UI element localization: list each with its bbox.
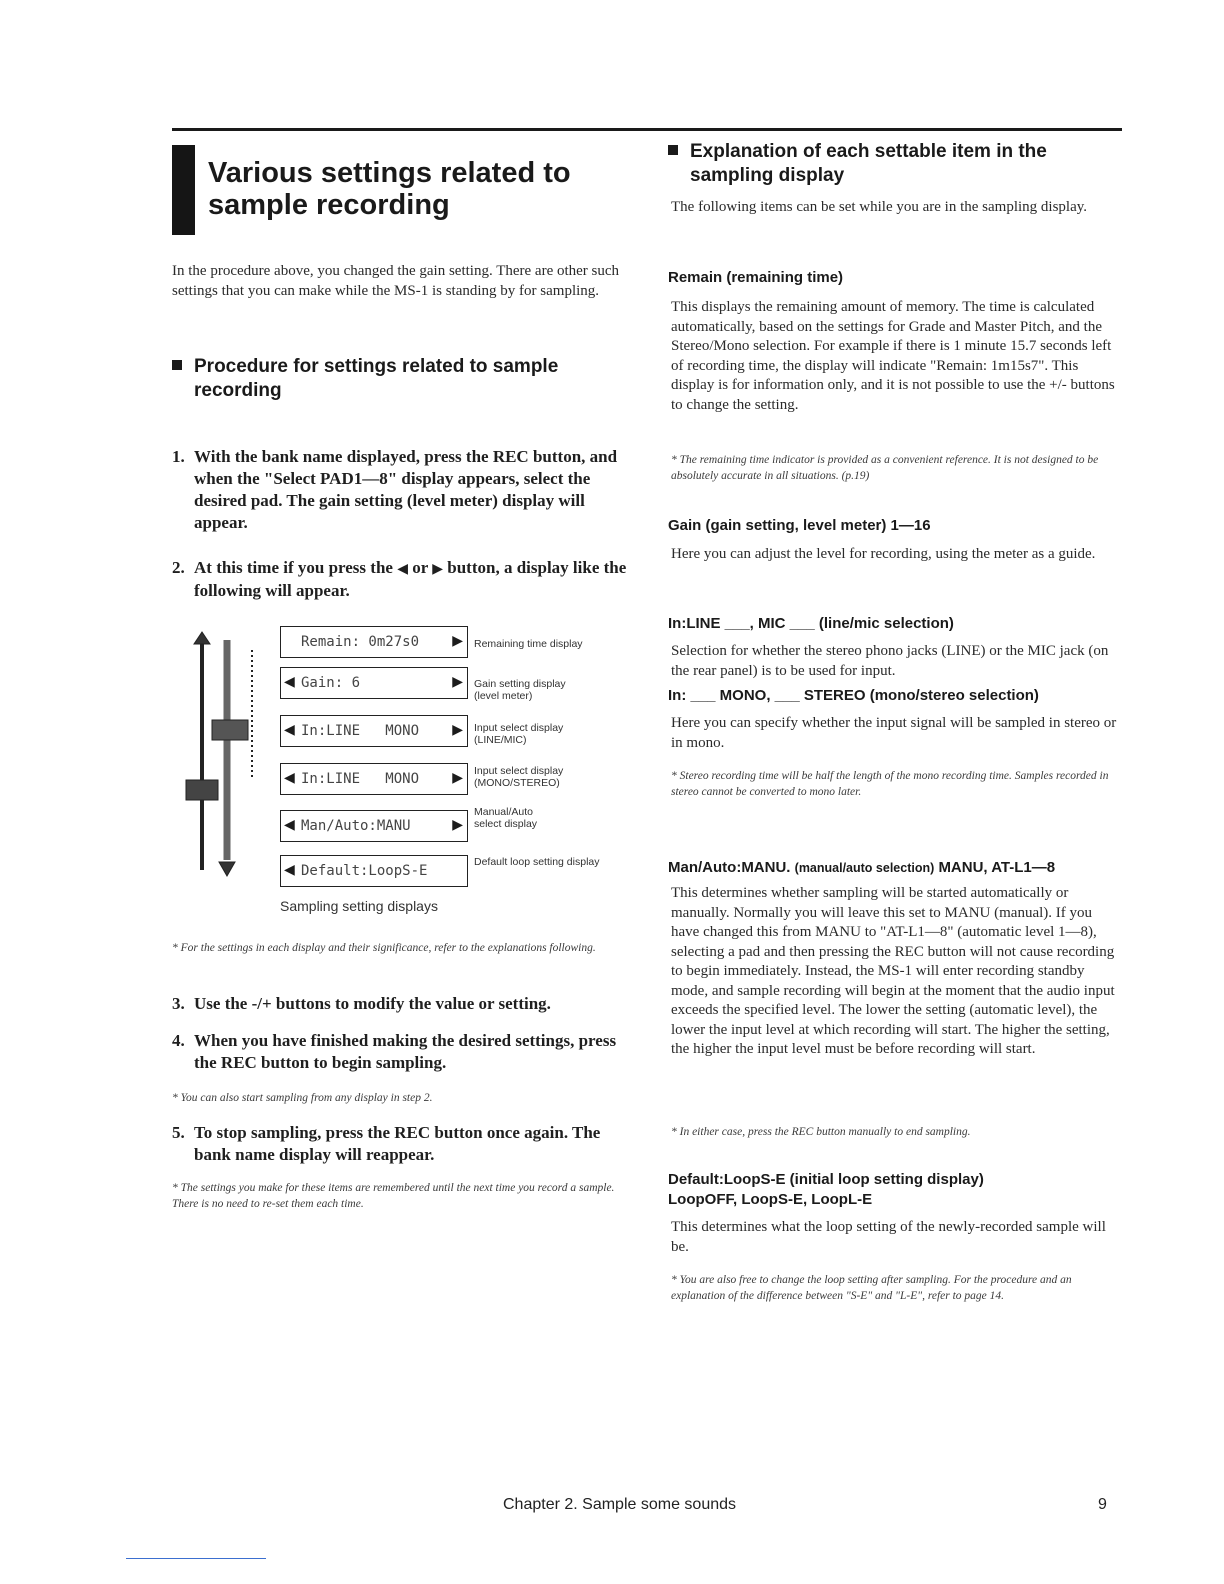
lcd-display — [280, 626, 468, 658]
top-rule — [172, 128, 1122, 131]
lcd-text: In:LINE MONO — [301, 723, 420, 739]
remain-note: * The remaining time indicator is provided as a convenient reference. It is not designed to be absolutely accurate in all situations. (p.19) — [671, 454, 1099, 482]
figure-note: * For the settings in each display and their significance, refer to the explanations following. — [172, 942, 596, 954]
default-loop-note: * You are also free to change the loop setting after sampling. For the procedure and an explanation of the difference between "S-E" and "L-E", refer to page 14. — [671, 1274, 1072, 1302]
lcd-display — [280, 715, 468, 747]
left-arrow-icon: ◀ — [284, 674, 295, 690]
lcd-display — [280, 810, 468, 842]
left-arrow-icon: ◀ — [397, 561, 408, 577]
man-auto-description: This determines whether sampling will be started automatically or manually. Normally you will leave this set to MANU (manual). If you have changed this from MANU to "AT-L1—8" (automatic level 1—8), selecting a pad and then pressing the REC button will not cause recording to begin immediately. Instead, the MS-1 will enter recording standby mode, and sample recording will begin at the moment that the audio input exceeds the specified level. The lower the setting (automatic level), the lower the input level at which recording will start. The higher the setting, the higher the input level must be before recording will start. — [671, 885, 1115, 1057]
page-title: Various settings related to sample recording — [208, 157, 571, 221]
section-title — [172, 145, 634, 235]
bullet-square-icon — [668, 145, 678, 155]
lcd-display — [280, 667, 468, 699]
remain-heading: Remain (remaining time) — [668, 269, 844, 286]
lcd-label: Default loop setting display — [474, 856, 600, 868]
lcd-label: Input select display (MONO/STEREO) — [474, 765, 564, 789]
man-auto-note: * In either case, press the REC button manually to end sampling. — [671, 1126, 971, 1138]
lcd-label: Remaining time display — [474, 638, 583, 650]
gain-description: Here you can adjust the level for recording, using the meter as a guide. — [671, 546, 1096, 562]
sampling-displays-figure — [172, 620, 634, 920]
chapter-footer: Chapter 2. Sample some sounds — [503, 1496, 737, 1513]
man-auto-heading: Man/Auto:MANU. (manual/auto selection) MANU, AT-L1—8 — [668, 859, 1056, 876]
mono-stereo-note: * Stereo recording time will be half the length of the mono recording time. Samples recorded in stereo cannot be converted to mono later. — [671, 770, 1109, 798]
left-arrow-icon: ◀ — [284, 770, 295, 786]
figure-caption: Sampling setting displays — [280, 898, 438, 914]
lcd-text: Man/Auto:MANU — [301, 818, 411, 834]
gain-heading: Gain (gain setting, level meter) 1—16 — [668, 517, 931, 534]
line-mic-description: Selection for whether the stereo phono jacks (LINE) or the MIC jack (on the rear panel) is to be used for input. — [671, 643, 1109, 679]
right-arrow-icon: ▶ — [452, 817, 463, 833]
page-number: 9 — [1098, 1496, 1107, 1513]
step-4-note: * You can also start sampling from any display in step 2. — [172, 1092, 433, 1104]
right-arrow-icon: ▶ — [432, 561, 444, 577]
lcd-stack — [280, 626, 470, 879]
remain-description: This displays the remaining amount of memory. The time is calculated automatically, based on the settings for Grade and Master Pitch, and the Stereo/Mono selection. For example if there is 1 minute 15.7 seconds left of recording time, the display will indicate "Remain: 1m15s7". This display is for information only, and it is not possible to use the +/- buttons to change the setting. — [671, 299, 1115, 413]
lcd-text: Gain: 6 — [301, 675, 361, 691]
procedure-heading: Procedure for settings related to sample recording — [172, 355, 634, 403]
left-arrow-icon: ◀ — [284, 862, 295, 878]
mono-stereo-heading: In: ___ MONO, ___ STEREO (mono/stereo selection) — [668, 687, 1039, 704]
left-arrow-icon: ◀ — [284, 722, 295, 738]
right-arrow-icon: ▶ — [452, 674, 463, 690]
step-5-note: * The settings you make for these items are remembered until the next time you record a sample. There is no need to re-set them each time. — [172, 1182, 615, 1210]
left-arrow-icon: ◀ — [284, 817, 295, 833]
explanation-heading: Explanation of each settable item in the sampling display — [668, 140, 1122, 188]
bottom-rule — [126, 1558, 266, 1559]
right-arrow-icon: ▶ — [452, 633, 463, 649]
right-arrow-icon: ▶ — [452, 722, 463, 738]
bullet-square-icon — [172, 360, 182, 370]
right-arrow-icon: ▶ — [452, 770, 463, 786]
lcd-label: Manual/Auto select display — [474, 806, 538, 830]
lcd-label: Input select display (LINE/MIC) — [474, 722, 564, 746]
lcd-label: Gain setting display (level meter) — [474, 678, 566, 702]
intro-paragraph: In the procedure above, you changed the gain setting. There are other such settings that you can make while the MS-1 is standing by for sampling. — [172, 263, 620, 299]
default-loop-description: This determines what the loop setting of the newly-recorded sample will be. — [671, 1219, 1106, 1255]
title-bar — [172, 145, 195, 235]
device-sliders-illustration — [172, 630, 292, 890]
lcd-display — [280, 855, 468, 887]
lcd-display — [280, 763, 468, 795]
explanation-intro: The following items can be set while you are in the sampling display. — [671, 199, 1088, 215]
lcd-text: Default:LoopS-E — [301, 863, 428, 879]
lcd-labels — [474, 620, 639, 880]
default-loop-heading: Default:LoopS-E (initial loop setting display) LoopOFF, LoopS-E, LoopL-E — [668, 1171, 984, 1208]
lcd-text: In:LINE MONO — [301, 771, 420, 787]
mono-stereo-description: Here you can specify whether the input signal will be sampled in stereo or in mono. — [671, 715, 1117, 751]
line-mic-heading: In:LINE ___, MIC ___ (line/mic selection) — [668, 615, 954, 632]
lcd-text: Remain: 0m27s0 — [301, 634, 420, 650]
